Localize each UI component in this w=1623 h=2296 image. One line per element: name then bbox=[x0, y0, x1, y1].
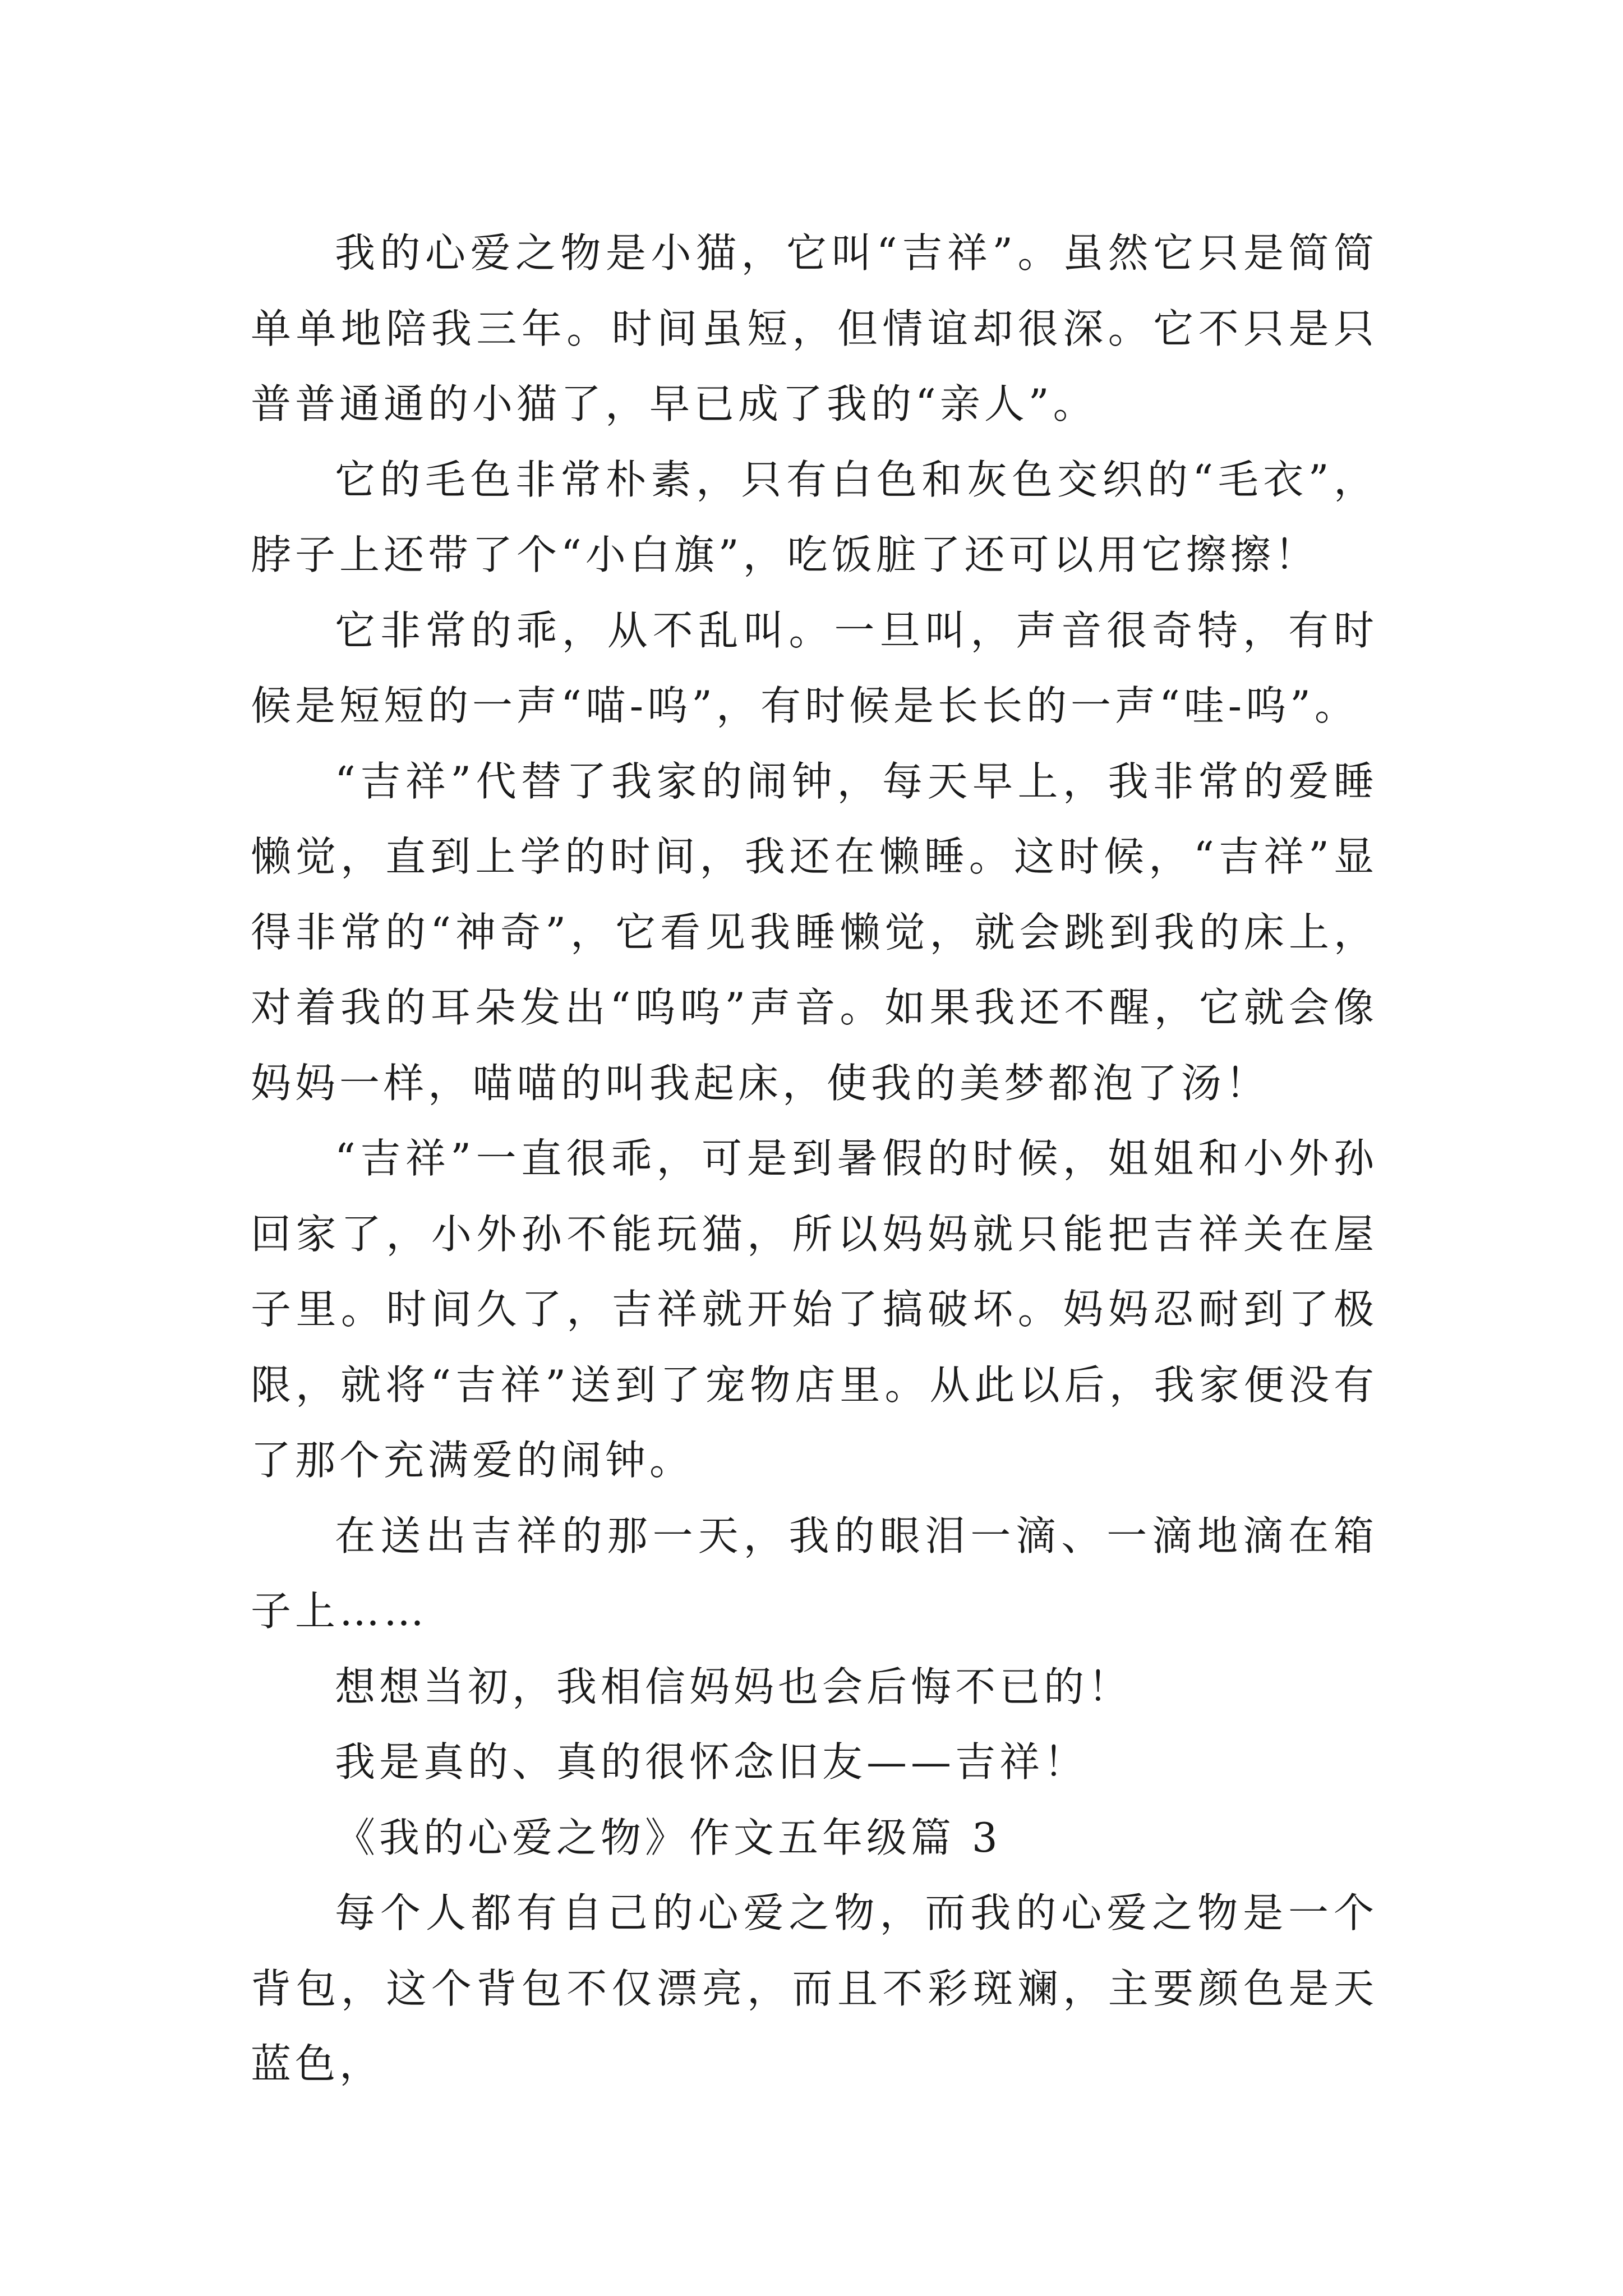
paragraph-backpack: 每个人都有自己的心爱之物，而我的心爱之物是一个背包，这个背包不仅漂亮，而且不彩斑斓，主要颜色是天蓝色， bbox=[251, 1889, 1378, 2087]
paragraph-meow: 它非常的乖，从不乱叫。一旦叫，声音很奇特，有时候是短短的一声“喵-呜”，有时候是长长的一声“哇-呜”。 bbox=[251, 606, 1378, 729]
paragraph-cat-intro: 我的心爱之物是小猫，它叫“吉祥”。虽然它只是简简单单地陪我三年。时间虽短，但情谊却很深。它不只是只普普通通的小猫了，早已成了我的“亲人”。 bbox=[251, 229, 1378, 427]
paragraph-farewell: 在送出吉祥的那一天，我的眼泪一滴、一滴地滴在箱子上…… bbox=[251, 1512, 1378, 1635]
paragraph-alarm-clock: “吉祥”代替了我家的闹钟，每天早上，我非常的爱睡懒觉，直到上学的时间，我还在懒睡。这时候，“吉祥”显得非常的“神奇”，它看见我睡懒觉，就会跳到我的床上，对着我的耳朵发出“呜呜”声音。如果我还不醒，它就会像妈妈一样，喵喵的叫我起床，使我的美梦都泡了汤！ bbox=[251, 757, 1378, 1107]
paragraph-fur-color: 它的毛色非常朴素，只有白色和灰色交织的“毛衣”，脖子上还带了个“小白旗”，吃饭脏了还可以用它擦擦！ bbox=[251, 455, 1378, 578]
paragraph-regret: 想想当初，我相信妈妈也会后悔不已的！ bbox=[335, 1663, 1133, 1710]
paragraph-summer: “吉祥”一直很乖，可是到暑假的时候，姐姐和小外孙回家了，小外孙不能玩猫，所以妈妈就只能把吉祥关在屋子里。时间久了，吉祥就开始了搞破坏。妈妈忍耐到了极限，就将“吉祥”送到了宠物店里。从此以后，我家便没有了那个充满爱的闹钟。 bbox=[251, 1135, 1378, 1484]
section-heading: 《我的心爱之物》作文五年级篇 3 bbox=[335, 1814, 1002, 1861]
article-body bbox=[251, 215, 1378, 2102]
paragraph-miss: 我是真的、真的很怀念旧友——吉祥！ bbox=[335, 1738, 1089, 1786]
